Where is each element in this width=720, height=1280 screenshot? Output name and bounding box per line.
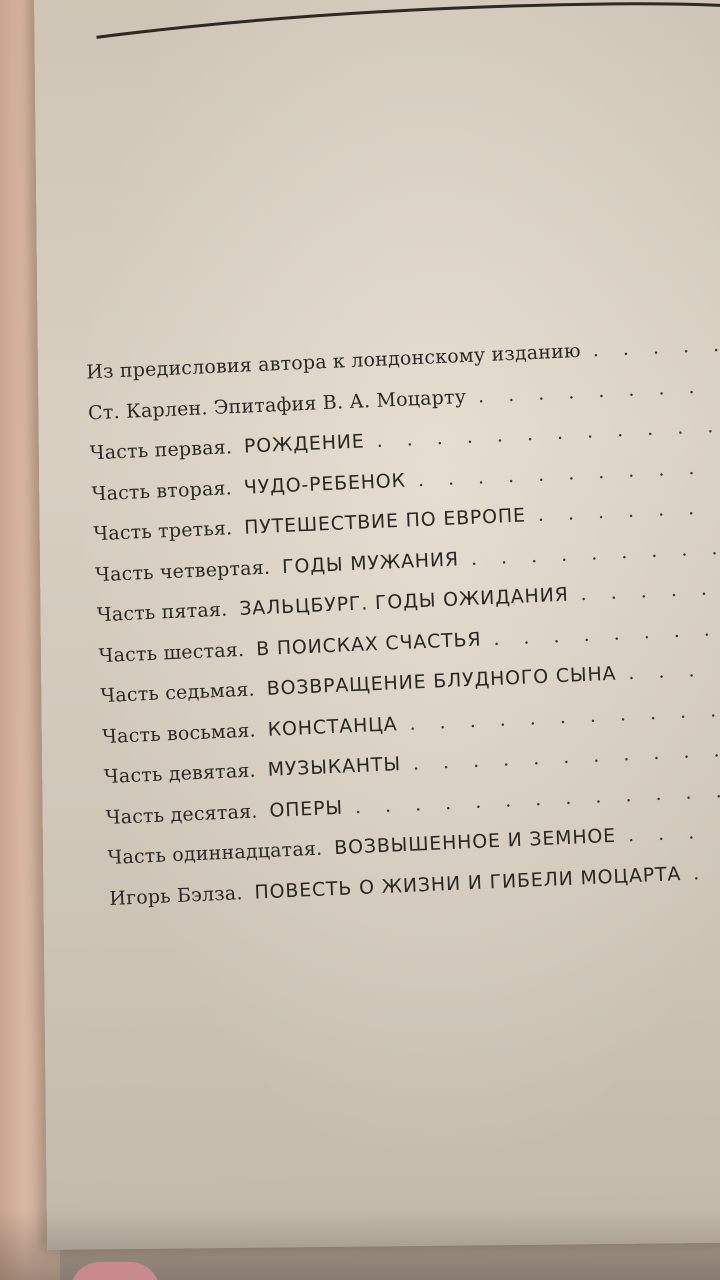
top-rule — [94, 0, 720, 71]
toc-entry-label: Часть восьмая. — [101, 718, 257, 748]
toc-entry-label: Часть одиннадцатая. — [107, 837, 323, 869]
toc-entry-title: ОПЕРЫ — [268, 796, 344, 822]
toc-entry-title: ГОДЫ МУЖАНИЯ — [281, 547, 460, 578]
table-of-contents — [86, 330, 720, 928]
book-page — [34, 0, 720, 1250]
toc-entry-label: Часть вторая. — [91, 476, 233, 505]
toc-entry-title: МУЗЫКАНТЫ — [267, 753, 402, 781]
toc-entry-title: ПОВЕСТЬ О ЖИЗНИ И ГИБЕЛИ МОЦАРТА — [254, 862, 682, 904]
toc-entry-label: Ст. Карлен. Эпитафия В. А. Моцарту — [87, 385, 467, 424]
toc-dot-leader — [693, 857, 720, 884]
toc-entry-title: ЧУДО-РЕБЕНОК — [243, 469, 407, 499]
toc-entry-label: Часть третья. — [92, 517, 233, 546]
toc-entry-title: РОЖДЕНИЕ — [243, 430, 366, 458]
toc-dot-leader — [592, 331, 720, 361]
toc-entry-title: ВОЗВРАЩЕНИЕ БЛУДНОГО СЫНА — [266, 662, 617, 700]
toc-entry-title: В ПОИСКАХ СЧАСТЬЯ — [255, 628, 482, 660]
toc-entry-label: Часть пятая. — [96, 598, 228, 627]
toc-entry-label: Часть четвертая. — [94, 556, 271, 586]
toc-entry-label: Часть первая. — [89, 436, 233, 465]
toc-entry-title: КОНСТАНЦА — [267, 712, 398, 741]
toc-entry-label: Часть шестая. — [98, 638, 245, 667]
toc-entry-title: ЗАЛЬЦБУРГ. ГОДЫ ОЖИДАНИЯ — [238, 583, 570, 621]
toc-entry-label: Часть девятая. — [103, 759, 257, 789]
toc-entry-label: Из предисловия автора к лондонскому изданию — [85, 339, 582, 384]
toc-entry-title: ПУТЕШЕСТВИЕ ПО ЕВРОПЕ — [243, 504, 527, 539]
toc-entry-label: Часть десятая. — [105, 799, 258, 829]
toc-entry-label: Часть седьмая. — [100, 678, 256, 708]
toc-entry-title: ВОЗВЫШЕННОЕ И ЗЕМНОЕ — [333, 824, 617, 860]
toc-entry-label: Игорь Бэлза. — [108, 881, 244, 910]
